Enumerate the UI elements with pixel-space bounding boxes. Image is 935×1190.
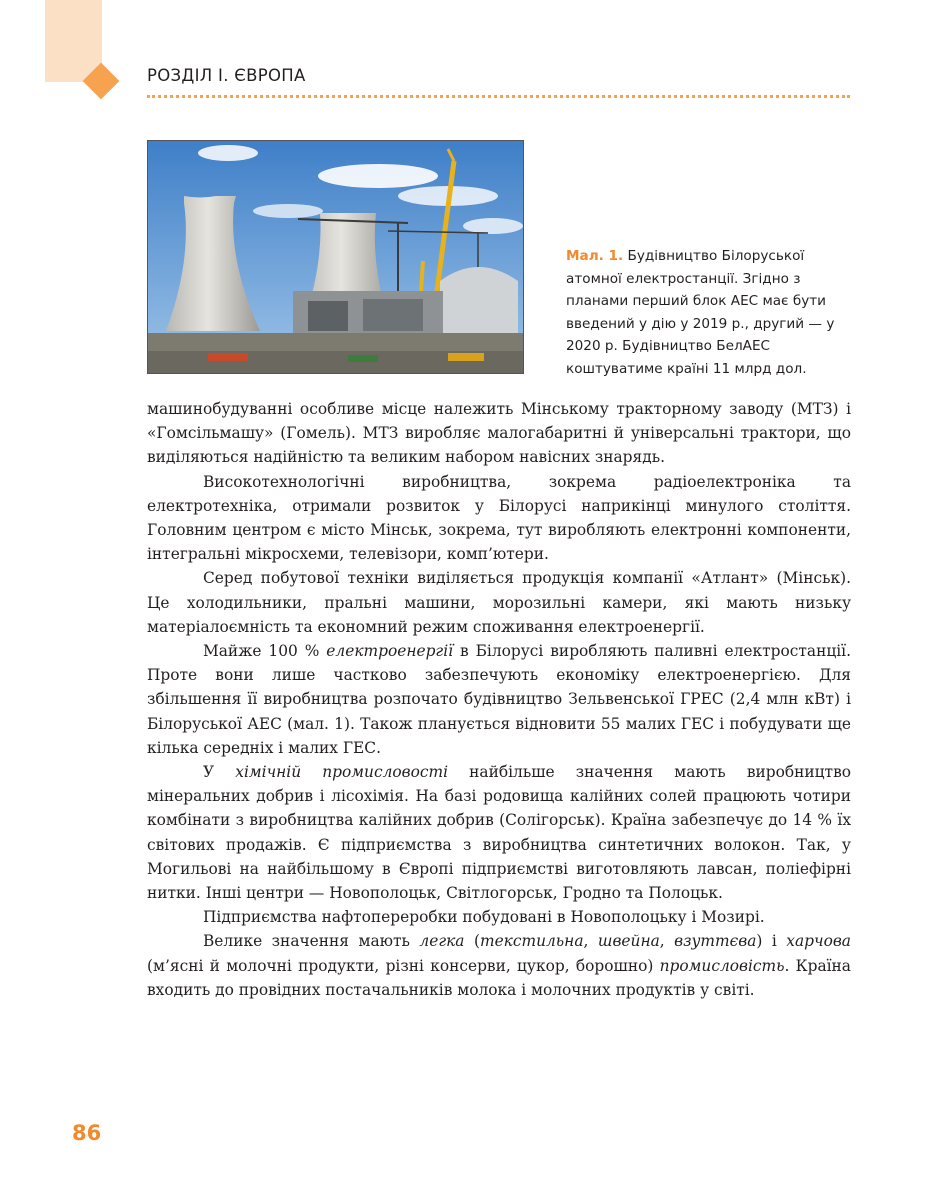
body-paragraph — [147, 566, 851, 639]
italic-term: хімічній промисловості — [235, 763, 449, 782]
text-run: У — [203, 763, 236, 782]
body-paragraph — [147, 760, 851, 905]
section-title: РОЗДІЛ І. ЄВРОПА — [147, 66, 306, 85]
text-run: Серед побутової техніки виділяється продукція компанії «Атлант» (Мінськ). Це холодильники, пральні машини, морозильні камери, які мають низьку матеріалоємність та економний режим споживання електроенергії. — [147, 569, 851, 636]
text-run: Майже 100 % — [203, 642, 327, 661]
italic-term: швейна — [597, 932, 660, 951]
italic-term: текстильна — [479, 932, 584, 951]
text-run: в Білорусі виробляють паливні електростанції. Проте вони лише частково забезпечують економіку електроенергією. Для збільшення її виробництва розпочато будівництво Зельвенської ГРЕС (2,4 млн кВт) і Білоруської АЕС (мал. 1). Також планується відновити 55 малих ГЕС і побудувати ще кілька середніх і малих ГЕС. — [147, 642, 851, 757]
italic-term: легка — [419, 932, 465, 951]
text-run: ) і — [756, 932, 787, 951]
figure-photo — [147, 140, 524, 374]
text-run: (м’ясні й молочні продукти, різні консерви, цукор, борошно) — [147, 956, 660, 975]
text-run: . Країна входить до провідних постачальників молока і молочних продуктів у світі. — [147, 956, 851, 999]
nuclear-plant-construction-illustration — [148, 141, 523, 373]
italic-term: промисловість — [659, 956, 785, 975]
text-run: Високотехнологічні виробництва, зокрема радіоелектроніка та електротехніка, отримали розвиток у Білорусі наприкінці минулого століття. Головним центром є місто Мінськ, зокрема, тут виробляють електронні компоненти, інтегральні мікросхеми, телевізори, комп’ютери. — [147, 472, 851, 564]
figure-caption-text: Будівництво Білоруської атомної електростанції. Згідно з планами перший блок АЕС має бути введений у дію у 2019 р., другий — у 2020 р. Будівництво БелАЕС коштуватиме країні 11 млрд дол. — [566, 248, 835, 377]
body-paragraph — [147, 639, 851, 760]
page-number: 86 — [72, 1121, 102, 1145]
header-divider — [147, 95, 850, 98]
text-run: Велике значення мають — [203, 932, 420, 951]
italic-term: харчова — [786, 932, 851, 951]
body-paragraph — [147, 470, 851, 567]
italic-term: взуттєва — [674, 932, 757, 951]
italic-term: електроенергії — [326, 642, 454, 661]
text-run: , — [583, 932, 598, 951]
body-paragraph — [147, 397, 851, 470]
text-run: , — [659, 932, 675, 951]
body-paragraph — [147, 905, 851, 929]
figure-caption — [566, 245, 836, 380]
body-paragraph — [147, 929, 851, 1002]
text-run: ( — [464, 932, 480, 951]
text-run: найбільше значення мають виробництво мінеральних добрив і лісохімія. На базі родовища калійних солей працюють чотири комбінати з виробництва калійних добрив (Солігорськ). Країна забезпечує до 14 % їх світових продажів. Є підприємства з виробництва синтетичних волокон. Так, у Могильові на найбільшому в Європі підприємстві виготовляють лавсан, поліефірні нитки. Інші центри — Новополоцьк, Світлогорськ, Гродно та Полоцьк. — [147, 763, 851, 903]
text-run: Підприємства нафтопереробки побудовані в Новополоцьку і Мозирі. — [203, 908, 765, 927]
figure-label: Мал. 1. — [566, 248, 624, 264]
body-text — [147, 397, 851, 1002]
text-run: машинобудуванні особливе місце належить Мінському тракторному заводу (МТЗ) і «Гомсільмашу» (Гомель). МТЗ виробляє малогабаритні й універсальні трактори, що виділяються надійністю та великим набором навісних знарядь. — [147, 400, 851, 467]
